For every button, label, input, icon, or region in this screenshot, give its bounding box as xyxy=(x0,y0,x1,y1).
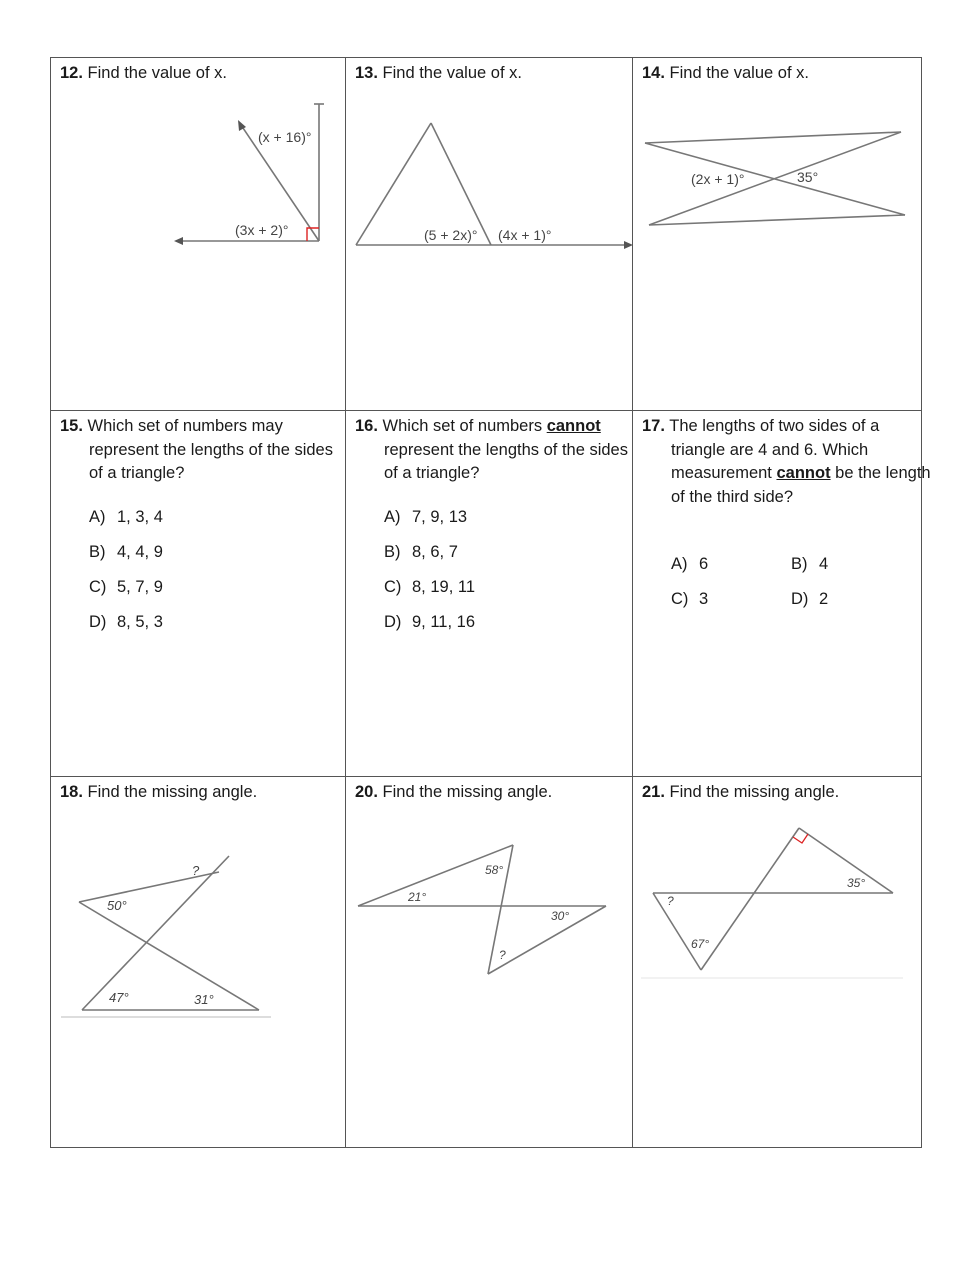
q16-number: 16. xyxy=(355,417,378,435)
choice-letter: A) xyxy=(89,508,106,526)
q21-label-67: 67° xyxy=(691,937,710,951)
q20-right-lower xyxy=(488,906,606,974)
q17-choice-row-1 xyxy=(671,554,828,589)
q15-choices xyxy=(89,507,163,647)
q21-number: 21. xyxy=(642,783,665,801)
q18-text: Find the missing angle. xyxy=(87,783,258,801)
choice-value: 8, 19, 11 xyxy=(412,578,475,596)
q15-choice-d[interactable] xyxy=(89,612,163,647)
choice-value: 4 xyxy=(819,555,829,573)
choice-value: 8, 5, 3 xyxy=(117,613,163,631)
q16-choice-c[interactable] xyxy=(384,577,475,612)
q13-diagram xyxy=(346,58,633,411)
q12-label-top: (x + 16)° xyxy=(258,129,312,145)
q15-cell xyxy=(51,411,346,777)
choice-letter: D) xyxy=(791,590,809,608)
q15-choice-a[interactable] xyxy=(89,507,163,542)
q17-number: 17. xyxy=(642,417,665,435)
q21-cell xyxy=(633,777,921,1147)
q21-transversal xyxy=(701,828,799,970)
choice-letter: C) xyxy=(671,590,689,608)
q14-text: Find the value of x. xyxy=(669,64,809,82)
q20-label-58: 58° xyxy=(485,863,504,877)
choice-value: 1, 3, 4 xyxy=(117,508,163,526)
q17-choice-row-2 xyxy=(671,589,828,624)
q18-cell xyxy=(51,777,346,1147)
q17-choices xyxy=(671,554,828,624)
q17-prompt xyxy=(642,415,933,509)
q17-choice-d[interactable] xyxy=(791,590,828,608)
worksheet-grid xyxy=(50,57,931,1148)
q15-choice-b[interactable] xyxy=(89,542,163,577)
choice-value: 8, 6, 7 xyxy=(412,543,458,561)
q16-choices xyxy=(384,507,475,647)
q17-emphasis: cannot xyxy=(776,464,831,482)
q18-label-question: ? xyxy=(192,863,200,878)
q16-choice-a[interactable] xyxy=(384,507,475,542)
choice-value: 9, 11, 16 xyxy=(412,613,475,631)
q15-number: 15. xyxy=(60,417,83,435)
q18-transversal xyxy=(82,856,229,1010)
choice-letter: D) xyxy=(384,613,402,631)
choice-value: 2 xyxy=(819,590,829,608)
choice-value: 3 xyxy=(699,590,709,608)
q13-triangle-left xyxy=(356,123,431,245)
q13-label-left: (5 + 2x)° xyxy=(424,227,478,243)
q13-right-arrowhead xyxy=(624,241,633,249)
q18-number: 18. xyxy=(60,783,83,801)
q20-number: 20. xyxy=(355,783,378,801)
q13-text: Find the value of x. xyxy=(382,64,522,82)
q14-diagram xyxy=(633,58,921,411)
q21-label-35: 35° xyxy=(847,876,866,890)
q14-label-left: (2x + 1)° xyxy=(691,171,745,187)
q14-cell xyxy=(633,58,921,411)
q21-text: Find the missing angle. xyxy=(669,783,840,801)
q12-diagram xyxy=(51,58,346,411)
choice-value: 7, 9, 13 xyxy=(412,508,468,526)
choice-letter: A) xyxy=(671,555,688,573)
q13-label-right: (4x + 1)° xyxy=(498,227,552,243)
q21-diagram xyxy=(633,777,921,1147)
q17-cell xyxy=(633,411,931,777)
q12-number: 12. xyxy=(60,64,83,82)
q21-right-hyp xyxy=(799,828,893,893)
q16-text-after: represent the lengths of the sides of a triangle? xyxy=(384,440,628,482)
q17-choice-a[interactable] xyxy=(671,554,791,574)
q17-choice-c[interactable] xyxy=(671,589,791,609)
choice-letter: C) xyxy=(89,578,107,596)
q20-diagram xyxy=(346,777,633,1147)
q12-label-bottom: (3x + 2)° xyxy=(235,222,289,238)
q14-bottom-segment xyxy=(649,215,905,225)
q21-label-question: ? xyxy=(667,894,674,908)
q15-text: Which set of numbers may represent the lengths of the sides of a triangle? xyxy=(87,417,333,482)
q16-cell xyxy=(346,411,633,777)
q15-choice-c[interactable] xyxy=(89,577,163,612)
q14-cross-up xyxy=(649,132,901,225)
choice-value: 5, 7, 9 xyxy=(117,578,163,596)
choice-value: 6 xyxy=(699,555,709,573)
q14-number: 14. xyxy=(642,64,665,82)
choice-letter: B) xyxy=(384,543,401,561)
q18-label-31: 31° xyxy=(194,992,214,1007)
choice-letter: C) xyxy=(384,578,402,596)
choice-letter: A) xyxy=(384,508,401,526)
q21-right-angle-mark xyxy=(793,834,808,843)
q14-top-segment xyxy=(645,132,901,143)
q17-choice-b[interactable] xyxy=(791,555,828,573)
choice-letter: B) xyxy=(791,555,808,573)
q18-label-50: 50° xyxy=(107,898,127,913)
q16-choice-b[interactable] xyxy=(384,542,475,577)
q20-label-question: ? xyxy=(499,948,506,962)
q16-prompt xyxy=(355,415,636,486)
q20-cell xyxy=(346,777,633,1147)
choice-letter: D) xyxy=(89,613,107,631)
q20-text: Find the missing angle. xyxy=(382,783,553,801)
q18-label-47: 47° xyxy=(109,990,129,1005)
q13-number: 13. xyxy=(355,64,378,82)
q17-text-after: be the length of the third side? xyxy=(671,464,931,506)
q16-text-before: Which set of numbers xyxy=(382,417,543,435)
choice-letter: B) xyxy=(89,543,106,561)
q14-label-right: 35° xyxy=(797,169,819,185)
q13-cell xyxy=(346,58,633,411)
q17-text-before: The lengths of two sides of a triangle are 4 and 6. Which measurement xyxy=(669,417,880,482)
q16-emphasis: cannot xyxy=(546,417,601,435)
q20-label-21: 21° xyxy=(408,890,427,904)
q20-label-30: 30° xyxy=(551,909,570,923)
q16-choice-d[interactable] xyxy=(384,612,475,647)
q12-text: Find the value of x. xyxy=(87,64,227,82)
q12-cell xyxy=(51,58,346,411)
q12-left-arrowhead xyxy=(174,237,183,245)
q18-diagram xyxy=(51,777,346,1147)
choice-value: 4, 4, 9 xyxy=(117,543,163,561)
q15-prompt xyxy=(60,415,344,486)
q21-left-side xyxy=(653,893,701,970)
